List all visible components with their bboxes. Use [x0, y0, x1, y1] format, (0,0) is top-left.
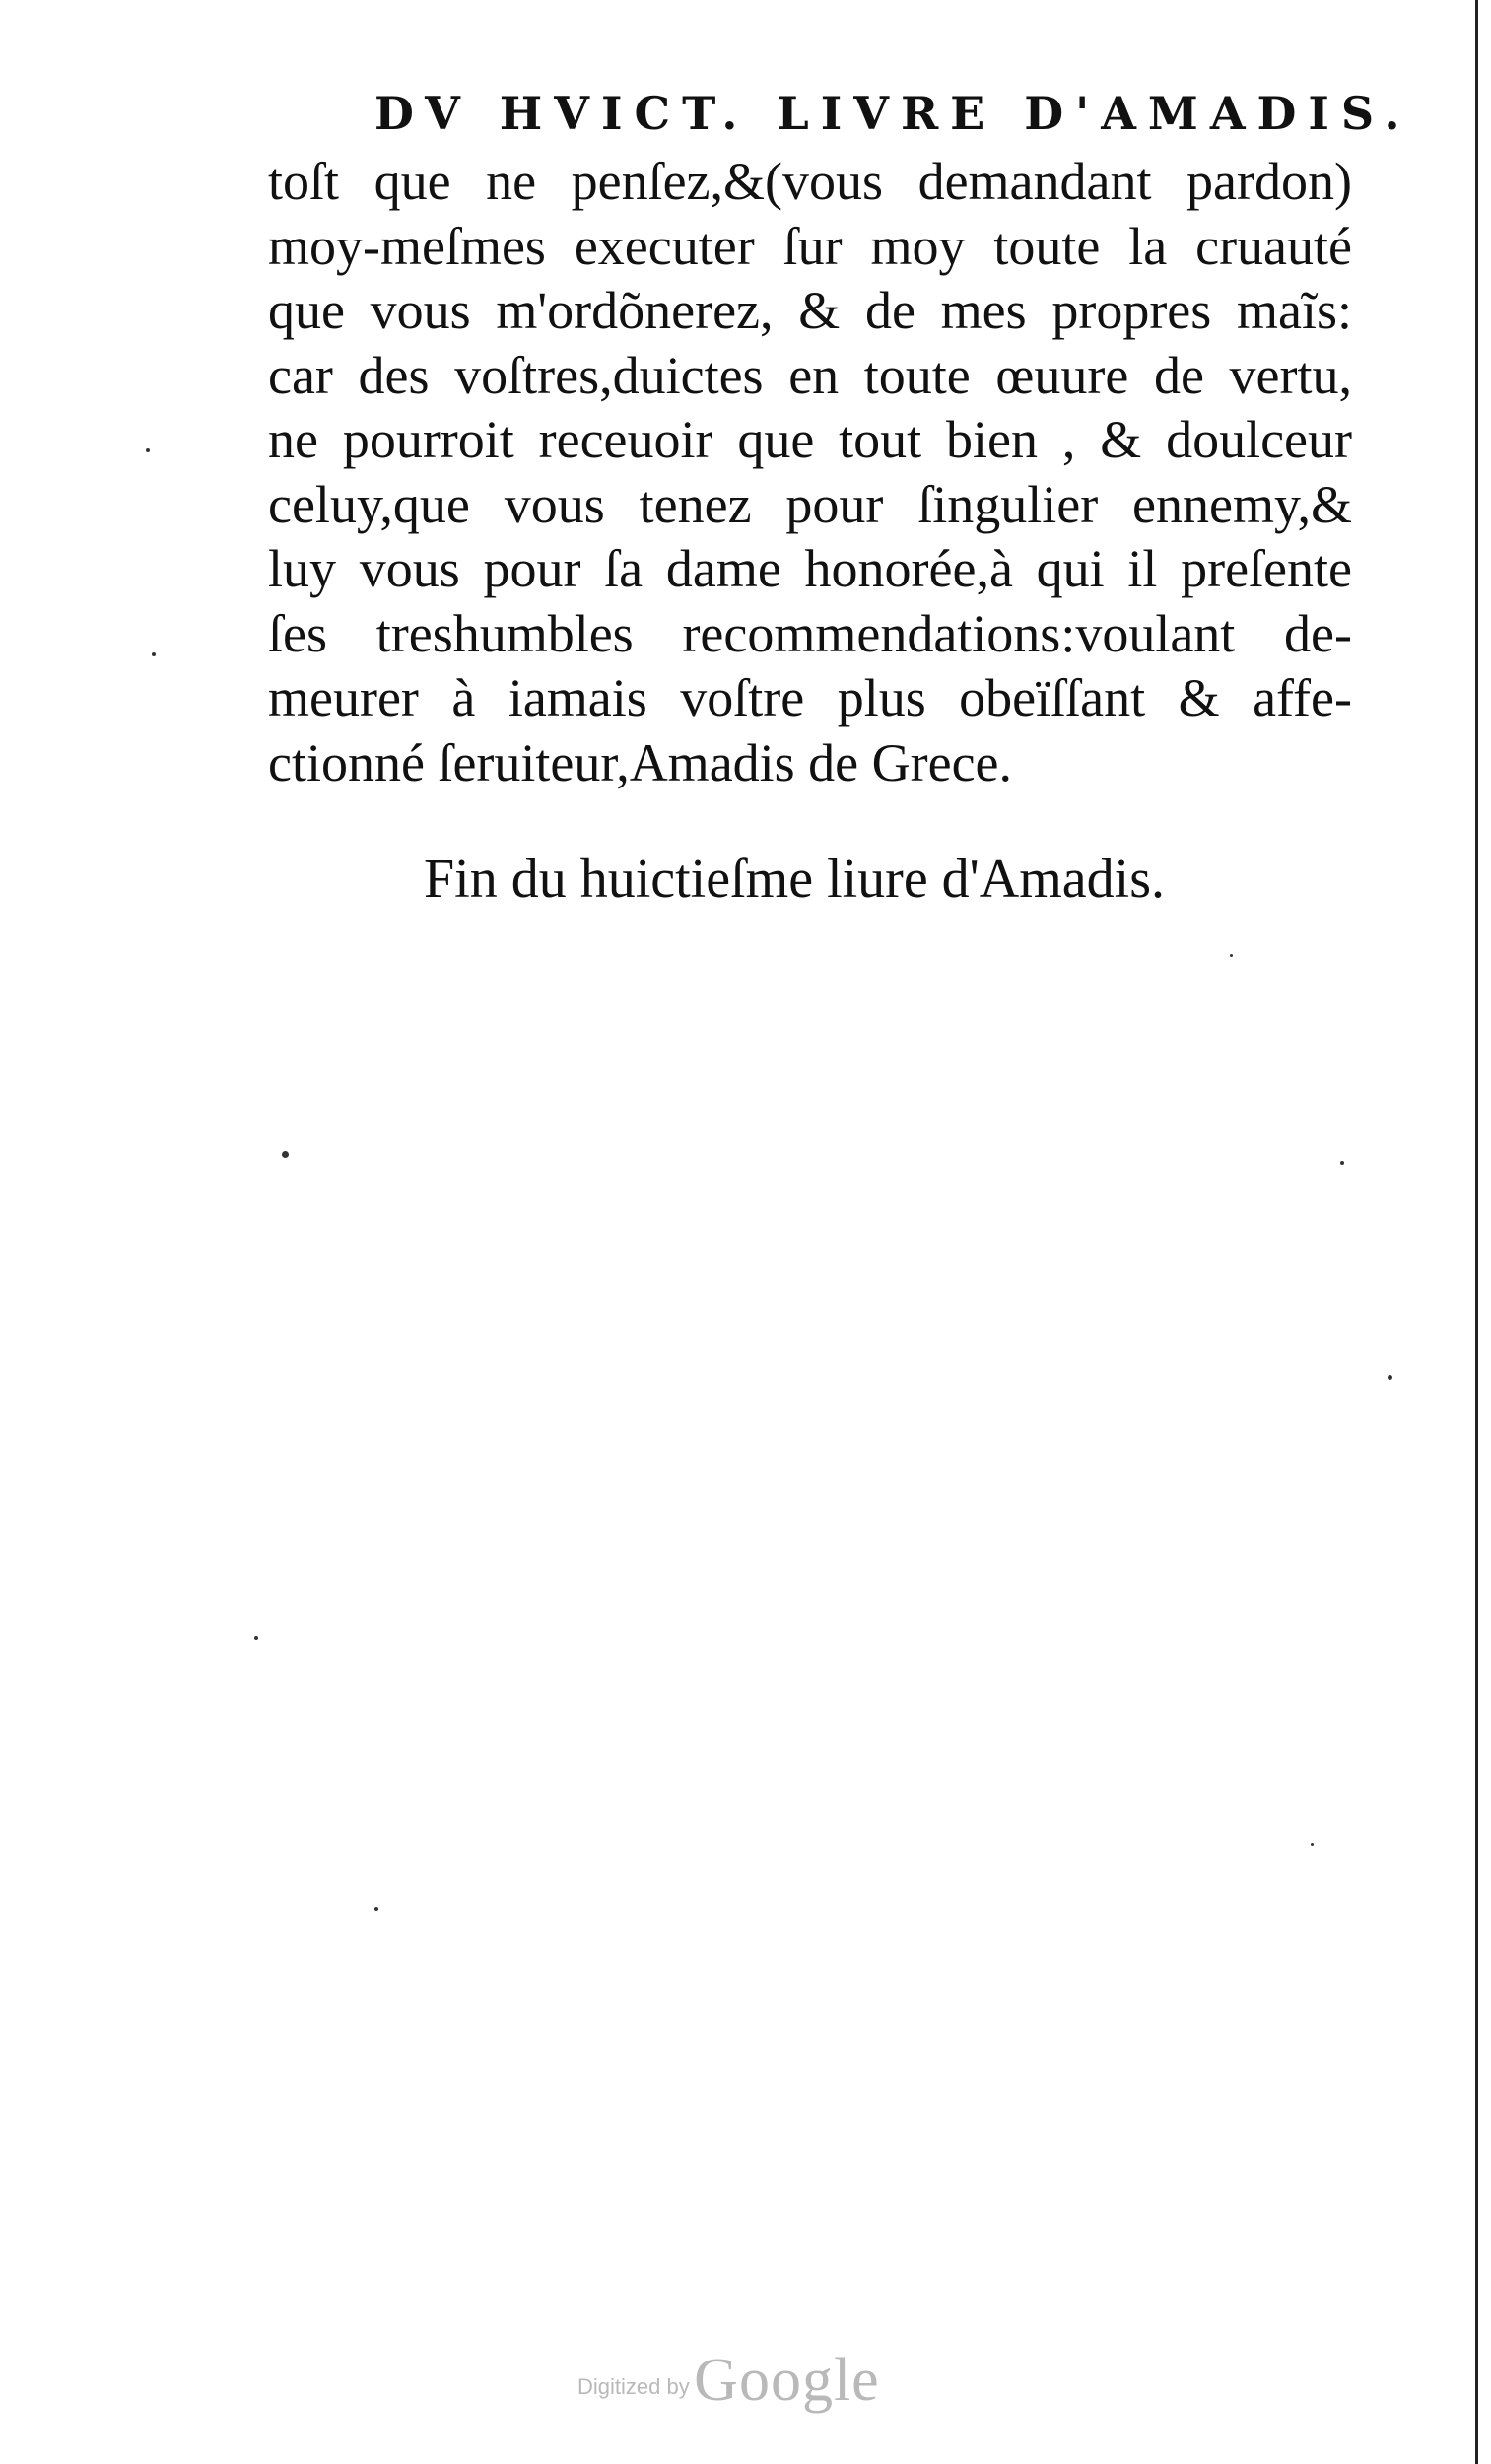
text-line: luy vous pour ſa dame honorée,à qui il preſente [268, 539, 1352, 598]
text-line: ne pourroit receuoir que tout bien , & doulceur [268, 410, 1352, 469]
body-text [268, 150, 1352, 795]
scan-speck [1230, 954, 1233, 957]
text-line: car des voſtres,duictes en toute œuure de vertu, [268, 345, 1352, 405]
text-line: ſes treshumbles recommendations:voulant de- [268, 603, 1352, 663]
page-edge-rule [1475, 0, 1478, 2464]
scan-speck [1388, 1375, 1392, 1380]
text-line: toſt que ne penſez,&(vous demandant pardon) [268, 152, 1352, 211]
text-line: celuy,que vous tenez pour ſingulier ennemy,& [268, 474, 1352, 534]
text-line: moy-meſmes executer ſur moy toute la cruauté [268, 216, 1352, 276]
text-line-last: ctionné ſeruiteur,Amadis de Grece. [268, 732, 1013, 792]
text-line: que vous m'ordõnerez, & de mes propres maĩs: [268, 281, 1352, 340]
scan-speck [254, 1636, 258, 1640]
scan-speck [282, 1151, 289, 1158]
google-logo: Google [694, 2347, 880, 2414]
scan-speck [1340, 1161, 1344, 1165]
scan-speck [152, 652, 156, 656]
scan-speck [1311, 1843, 1314, 1846]
running-head: DV HVICT. LIVRE D'AMADIS. [374, 87, 1412, 140]
watermark-prefix: Digitized by [577, 2374, 690, 2399]
scan-speck [374, 1907, 378, 1911]
google-watermark [577, 2346, 880, 2416]
text-line: meurer à iamais voſtre plus obeïſſant & affe- [268, 668, 1352, 727]
scan-speck [146, 448, 150, 452]
colophon: Fin du huictieſme liure d'Amadis. [424, 849, 1165, 910]
